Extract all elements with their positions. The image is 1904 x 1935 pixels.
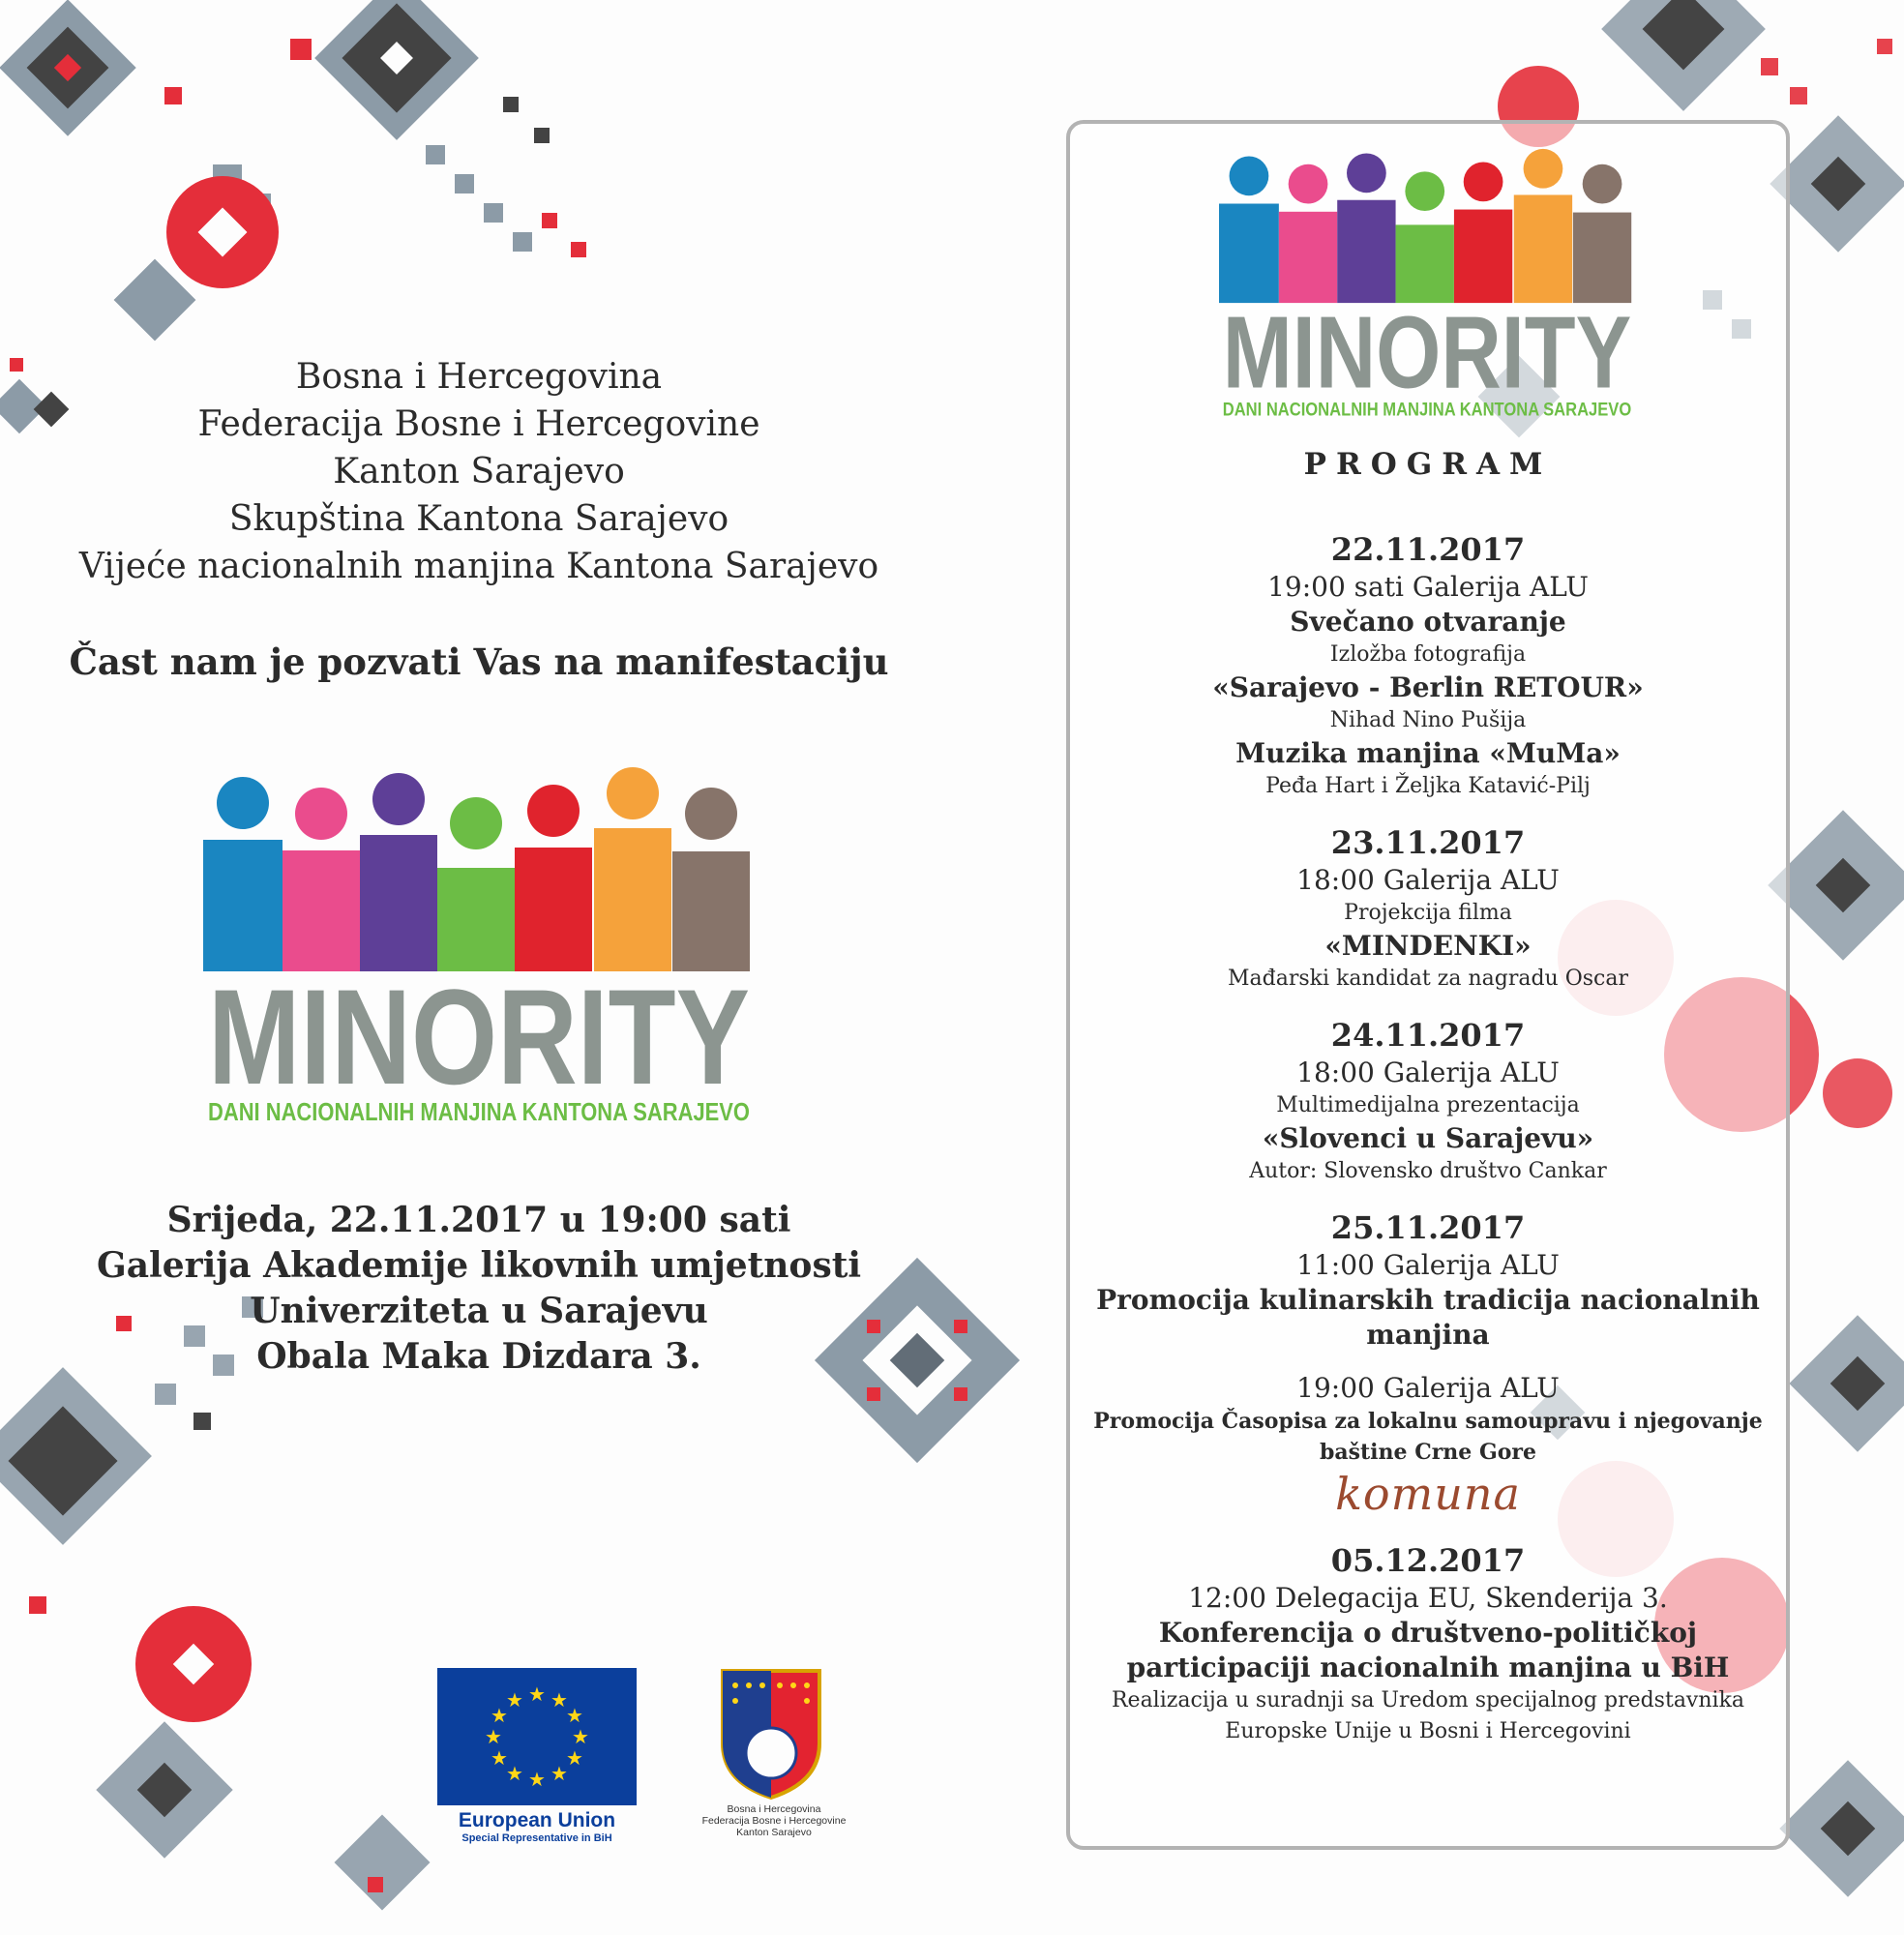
- svg-text:★: ★: [572, 1725, 589, 1748]
- svg-text:★: ★: [506, 1688, 523, 1712]
- program-day: [1066, 1541, 1790, 1747]
- logo-word: MINORITY: [1222, 295, 1632, 410]
- program-title-item: Konferencija o društveno-političkoj: [1158, 1617, 1698, 1649]
- svg-text:★: ★: [528, 1682, 546, 1706]
- logo-figures: [1219, 149, 1631, 303]
- program-desc: Izložba fotografija: [1329, 642, 1527, 667]
- event-info: [0, 1198, 958, 1380]
- program-time: 18:00 Galerija ALU: [1296, 1057, 1560, 1088]
- program-time: 12:00 Delegacija EU, Skenderija 3.: [1188, 1582, 1668, 1614]
- invitation-text: Čast nam je pozvati Vas na manifestaciju: [69, 640, 889, 683]
- svg-text:★: ★: [491, 1704, 508, 1727]
- canton-coat-of-arms-icon: [718, 1666, 824, 1801]
- program-date: 25.11.2017: [1330, 1209, 1526, 1246]
- issuer-line: Bosna i Hercegovina: [295, 357, 663, 397]
- program-title-item: Promocija kulinarskih tradicija nacionalnih: [1096, 1284, 1760, 1316]
- program-time: 18:00 Galerija ALU: [1296, 864, 1560, 896]
- issuer-line: Federacija Bosne i Hercegovine: [197, 404, 760, 444]
- eu-subtitle: Special Representative in BiH: [461, 1832, 612, 1844]
- program-title-item: participaciji nacionalnih manjina u BiH: [1126, 1652, 1730, 1683]
- program-desc: baštine Crne Gore: [1320, 1440, 1536, 1465]
- program-date: 05.12.2017: [1330, 1542, 1526, 1579]
- program-title: PROGRAM: [1303, 447, 1553, 482]
- program-date: 23.11.2017: [1330, 824, 1526, 861]
- program-day: [1066, 1016, 1790, 1187]
- logo-word: MINORITY: [208, 961, 750, 1113]
- program-desc: Multimedijalna prezentacija: [1276, 1093, 1580, 1117]
- svg-text:★: ★: [566, 1746, 583, 1770]
- program-desc: Realizacija u suradnji sa Uredom specijalnog predstavnika: [1111, 1688, 1745, 1712]
- program-list: [1066, 530, 1790, 1769]
- program-title-item: «Sarajevo - Berlin RETOUR»: [1212, 671, 1644, 703]
- program-time: 19:00 sati Galerija ALU: [1267, 571, 1589, 603]
- canton-line: Federacija Bosne i Hercegovine: [701, 1815, 847, 1827]
- program-day: [1066, 823, 1790, 995]
- program-day: [1066, 1208, 1790, 1520]
- program-date: 24.11.2017: [1330, 1017, 1526, 1054]
- program-desc: Promocija Časopisa za lokalnu samoupravu i njegovanje: [1093, 1409, 1763, 1434]
- canton-line: Bosna i Hercegovina: [727, 1803, 821, 1815]
- minority-logo-large: [203, 764, 755, 1132]
- program-time: 11:00 Galerija ALU: [1296, 1249, 1560, 1281]
- eu-flag: [437, 1668, 637, 1805]
- canton-line: Kanton Sarajevo: [736, 1827, 812, 1838]
- program-day: [1066, 530, 1790, 802]
- issuer-line: Skupština Kantona Sarajevo: [228, 499, 729, 539]
- program-desc: Mađarski kandidat za nagradu Oscar: [1227, 967, 1628, 991]
- svg-text:★: ★: [550, 1762, 568, 1785]
- event-venue: Galerija Akademije likovnih umjetnosti: [96, 1245, 862, 1286]
- program-title-item: «Slovenci u Sarajevu»: [1262, 1122, 1594, 1154]
- komuna-logo: komuna: [1335, 1468, 1521, 1520]
- eu-label: [426, 1809, 648, 1844]
- svg-text:★: ★: [491, 1746, 508, 1770]
- issuer-list: [0, 353, 958, 590]
- logo-figures: [203, 767, 750, 971]
- program-desc: Nihad Nino Pušija: [1329, 708, 1527, 732]
- event-address: Obala Maka Dizdara 3.: [256, 1336, 701, 1377]
- logo-subtitle: DANI NACIONALNIH MANJINA KANTONA SARAJEVO: [1222, 399, 1632, 421]
- program-title-item: «MINDENKI»: [1324, 930, 1532, 962]
- program-desc: Projekcija filma: [1344, 901, 1512, 925]
- issuer-line: Kanton Sarajevo: [333, 452, 625, 491]
- svg-text:★: ★: [528, 1768, 546, 1791]
- logo-subtitle: DANI NACIONALNIH MANJINA KANTONA SARAJEVO: [208, 1097, 750, 1126]
- svg-text:★: ★: [506, 1762, 523, 1785]
- minority-logo-small: [1219, 145, 1635, 426]
- svg-text:★: ★: [485, 1725, 502, 1748]
- program-title-item: Muzika manjina «MuMa»: [1235, 737, 1621, 769]
- program-time: 19:00 Galerija ALU: [1296, 1372, 1560, 1404]
- program-title-item: Svečano otvaranje: [1290, 606, 1566, 638]
- program-desc: Peđa Hart i Željka Katavić-Pilj: [1265, 774, 1591, 798]
- eu-title: European Union: [458, 1809, 616, 1831]
- program-desc: Europske Unije u Bosni i Hercegovini: [1225, 1719, 1631, 1743]
- program-desc: Autor: Slovensko društvo Cankar: [1249, 1159, 1607, 1183]
- issuer-line: Vijeće nacionalnih manjina Kantona Sarajevo: [78, 547, 879, 586]
- program-title-item: manjina: [1366, 1319, 1490, 1351]
- eu-stars-icon: [437, 1668, 637, 1805]
- canton-label: [677, 1803, 871, 1838]
- program-date: 22.11.2017: [1330, 531, 1526, 568]
- svg-text:★: ★: [566, 1704, 583, 1727]
- event-date-time: Srijeda, 22.11.2017 u 19:00 sati: [166, 1200, 791, 1240]
- event-university: Univerziteta u Sarajevu: [250, 1291, 708, 1331]
- svg-text:★: ★: [550, 1688, 568, 1712]
